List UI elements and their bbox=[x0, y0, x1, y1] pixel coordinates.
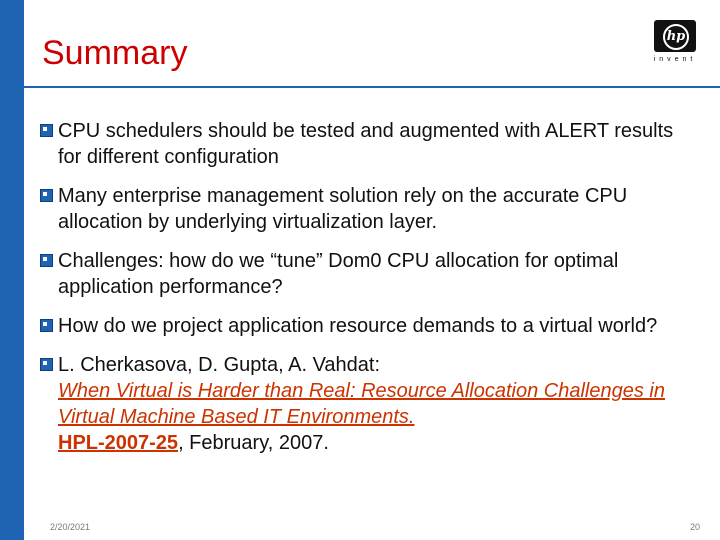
page-number: 20 bbox=[690, 522, 701, 532]
bullet-text: CPU schedulers should be tested and augmented with ALERT results for different configuration bbox=[58, 120, 674, 168]
reference-title-link[interactable]: When Virtual is Harder than Real: Resource Allocation Challenges in Virtual Machine Based IT Environments. bbox=[58, 380, 665, 428]
logo-tagline: invent bbox=[653, 56, 697, 63]
reference-bullet bbox=[38, 352, 698, 456]
reference-date: , February, 2007. bbox=[178, 432, 329, 454]
bullet-item bbox=[38, 183, 698, 235]
bullet-text: How do we project application resource demands to a virtual world? bbox=[58, 315, 658, 337]
bullet-text: Many enterprise management solution rely on the accurate CPU allocation by underlying virtualization layer. bbox=[58, 185, 628, 233]
bullet-item bbox=[38, 313, 698, 339]
bullet-square-icon bbox=[40, 124, 53, 137]
hp-logo bbox=[650, 20, 700, 68]
bullet-square-icon bbox=[40, 189, 53, 202]
bullet-item bbox=[38, 248, 698, 300]
bullet-list bbox=[38, 118, 698, 469]
hp-logo-box bbox=[654, 20, 696, 52]
hp-logo-icon: hp bbox=[663, 24, 689, 50]
bullet-square-icon bbox=[40, 254, 53, 267]
title-divider bbox=[24, 86, 720, 88]
left-accent-bar bbox=[0, 0, 24, 540]
footer-date: 2/20/2021 bbox=[50, 522, 91, 532]
bullet-square-icon bbox=[40, 358, 53, 371]
report-id-link[interactable]: HPL-2007-25 bbox=[58, 432, 179, 454]
slide-title: Summary bbox=[42, 34, 188, 72]
bullet-square-icon bbox=[40, 319, 53, 332]
bullet-item bbox=[38, 118, 698, 170]
bullet-text: Challenges: how do we “tune” Dom0 CPU allocation for optimal application performance? bbox=[58, 250, 619, 298]
reference-authors: L. Cherkasova, D. Gupta, A. Vahdat: bbox=[58, 354, 381, 376]
